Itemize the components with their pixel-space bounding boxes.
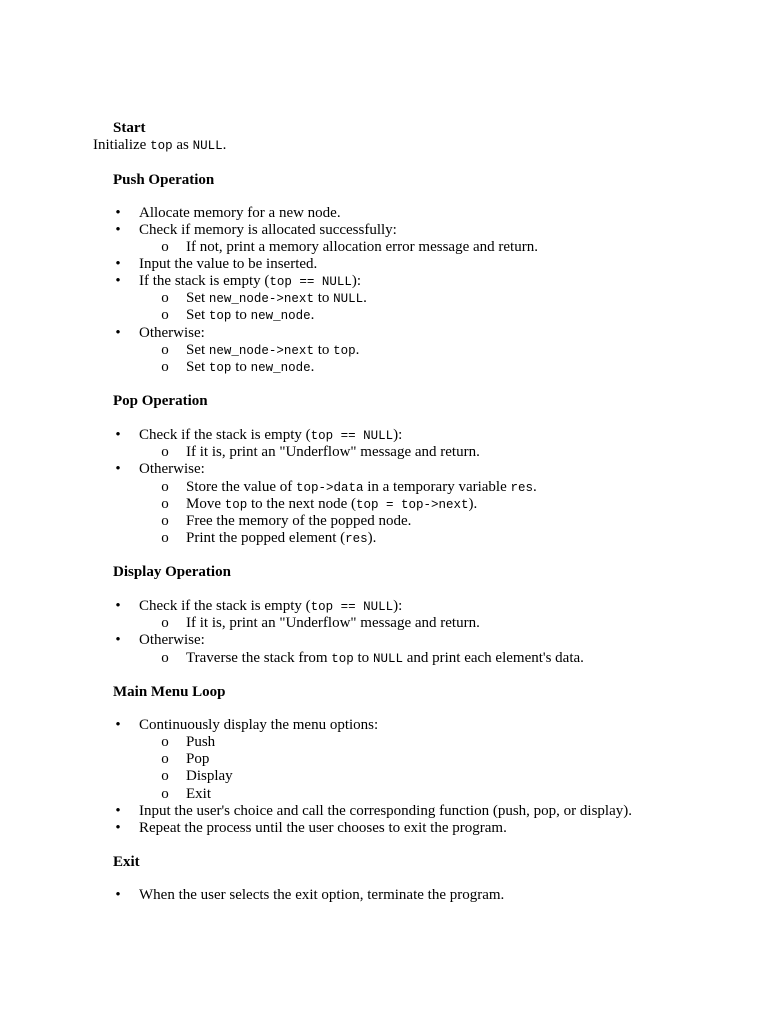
menu-item-2: Input the user's choice and call the corresponding function (push, pop, or display). bbox=[139, 803, 632, 819]
menu-heading: Main Menu Loop bbox=[113, 684, 226, 700]
push-item-4: If the stack is empty (top == NULL): bbox=[139, 273, 362, 289]
menu-subitem-pop: Pop bbox=[186, 751, 210, 767]
sub-bullet-marker: o bbox=[161, 239, 169, 255]
menu-subitem-push: Push bbox=[186, 734, 216, 750]
push-subitem-5: Set top to new_node. bbox=[186, 359, 315, 375]
sub-bullet-marker: o bbox=[161, 359, 169, 375]
push-item-1: Allocate memory for a new node. bbox=[139, 205, 341, 221]
push-item-2: Check if memory is allocated successfully: bbox=[139, 222, 397, 238]
push-subitem-1: If not, print a memory allocation error message and return. bbox=[186, 239, 538, 255]
exit-item-1: When the user selects the exit option, terminate the program. bbox=[139, 887, 505, 903]
pop-subitem-1: If it is, print an "Underflow" message and return. bbox=[186, 444, 480, 460]
sub-bullet-marker: o bbox=[161, 444, 169, 460]
pop-item-1: Check if the stack is empty (top == NULL): bbox=[139, 427, 403, 443]
sub-bullet-marker: o bbox=[161, 768, 169, 784]
sub-bullet-marker: o bbox=[161, 479, 169, 495]
exit-heading: Exit bbox=[113, 854, 140, 870]
pop-subitem-5: Print the popped element (res). bbox=[186, 530, 377, 546]
sub-bullet-marker: o bbox=[161, 513, 169, 529]
bullet-marker: • bbox=[115, 325, 121, 341]
sub-bullet-marker: o bbox=[161, 786, 169, 802]
bullet-marker: • bbox=[115, 256, 121, 272]
sub-bullet-marker: o bbox=[161, 734, 169, 750]
menu-subitem-display: Display bbox=[186, 768, 233, 784]
bullet-marker: • bbox=[115, 427, 121, 443]
pop-subitem-4: Free the memory of the popped node. bbox=[186, 513, 412, 529]
push-item-3: Input the value to be inserted. bbox=[139, 256, 318, 272]
bullet-marker: • bbox=[115, 820, 121, 836]
push-heading: Push Operation bbox=[113, 172, 215, 188]
sub-bullet-marker: o bbox=[161, 290, 169, 306]
sub-bullet-marker: o bbox=[161, 751, 169, 767]
bullet-marker: • bbox=[115, 273, 121, 289]
menu-subitem-exit: Exit bbox=[186, 786, 211, 802]
bullet-marker: • bbox=[115, 598, 121, 614]
display-heading: Display Operation bbox=[113, 564, 231, 580]
bullet-marker: • bbox=[115, 222, 121, 238]
push-subitem-2: Set new_node->next to NULL. bbox=[186, 290, 367, 306]
sub-bullet-marker: o bbox=[161, 496, 169, 512]
push-subitem-4: Set new_node->next to top. bbox=[186, 342, 360, 358]
display-subitem-2: Traverse the stack from top to NULL and print each element's data. bbox=[186, 650, 584, 666]
menu-item-3: Repeat the process until the user chooses to exit the program. bbox=[139, 820, 507, 836]
bullet-marker: • bbox=[115, 461, 121, 477]
sub-bullet-marker: o bbox=[161, 307, 169, 323]
pop-heading: Pop Operation bbox=[113, 393, 208, 409]
push-subitem-3: Set top to new_node. bbox=[186, 307, 315, 323]
sub-bullet-marker: o bbox=[161, 615, 169, 631]
start-init-line: Initialize top as NULL. bbox=[93, 137, 227, 153]
pop-item-2: Otherwise: bbox=[139, 461, 205, 477]
bullet-marker: • bbox=[115, 205, 121, 221]
start-heading: Start bbox=[113, 120, 146, 136]
display-item-2: Otherwise: bbox=[139, 632, 205, 648]
pop-subitem-3: Move top to the next node (top = top->next). bbox=[186, 496, 478, 512]
menu-item-1: Continuously display the menu options: bbox=[139, 717, 379, 733]
bullet-marker: • bbox=[115, 632, 121, 648]
sub-bullet-marker: o bbox=[161, 530, 169, 546]
bullet-marker: • bbox=[115, 717, 121, 733]
push-item-5: Otherwise: bbox=[139, 325, 205, 341]
pop-subitem-2: Store the value of top->data in a temporary variable res. bbox=[186, 479, 537, 495]
bullet-marker: • bbox=[115, 887, 121, 903]
display-item-1: Check if the stack is empty (top == NULL): bbox=[139, 598, 403, 614]
sub-bullet-marker: o bbox=[161, 650, 169, 666]
display-subitem-1: If it is, print an "Underflow" message and return. bbox=[186, 615, 480, 631]
sub-bullet-marker: o bbox=[161, 342, 169, 358]
bullet-marker: • bbox=[115, 803, 121, 819]
